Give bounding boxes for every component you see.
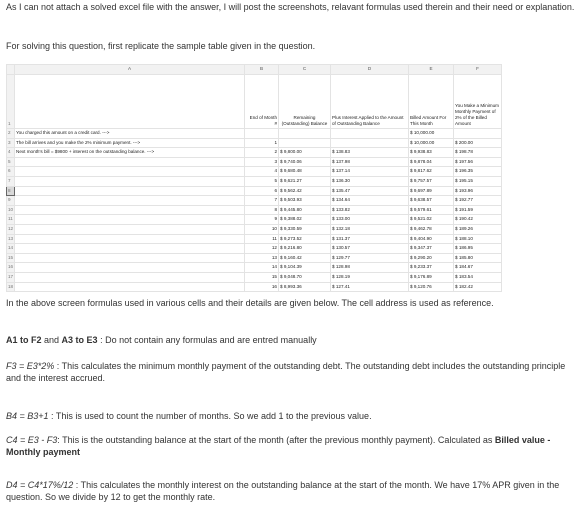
intro-paragraph: As I can not attach a solved excel file with the answer, I will post the screenshots, relavant formulas used therein and their need or explanation. [6, 2, 575, 12]
explanation-intro: In the above screen formulas used in various cells and their details are given below. The cell address is used as reference. [6, 298, 494, 308]
table-row [7, 205, 502, 215]
cell-month[interactable]: 10 [245, 224, 279, 234]
table-body [7, 129, 502, 292]
row-number[interactable]: 5 [7, 157, 15, 167]
cell-interest[interactable]: $ 133.82 [331, 205, 409, 215]
cell-billed[interactable]: $ 9,878.04 [409, 157, 454, 167]
cell-balance[interactable] [279, 138, 331, 148]
cell-billed[interactable]: $ 9,521.02 [409, 215, 454, 225]
table-row [7, 157, 502, 167]
cell-month[interactable]: 14 [245, 263, 279, 273]
cell-a[interactable] [15, 157, 245, 167]
header-end-of-month: End of Month # [245, 75, 279, 129]
cell-interest[interactable]: $ 133.00 [331, 215, 409, 225]
cell-month[interactable] [245, 129, 279, 139]
cell-billed[interactable]: $ 9,290.20 [409, 253, 454, 263]
cell-interest[interactable]: $ 129.77 [331, 253, 409, 263]
manual-cells-text: : Do not contain any formulas and are entred manually [97, 335, 317, 345]
cell-payment[interactable]: $ 200.00 [454, 138, 502, 148]
cell-balance[interactable]: $ 9,330.59 [279, 224, 331, 234]
cell-a[interactable]: The bill arrives and you make the 2% minimum payment. ---> [15, 138, 245, 148]
column-header-f: F [454, 65, 502, 75]
cell-balance[interactable]: $ 9,445.80 [279, 205, 331, 215]
cell-month[interactable]: 12 [245, 244, 279, 254]
cell-a[interactable] [15, 282, 245, 292]
cell-range-a3-e3: A3 to E3 [61, 335, 98, 345]
cell-payment[interactable]: $ 183.54 [454, 272, 502, 282]
column-header-b: B [245, 65, 279, 75]
cell-balance[interactable]: $ 9,621.27 [279, 176, 331, 186]
cell-interest[interactable]: $ 136.30 [331, 176, 409, 186]
explanation-manual-cells [6, 334, 582, 346]
cell-payment[interactable]: $ 195.15 [454, 176, 502, 186]
cell-billed[interactable]: $ 9,757.57 [409, 176, 454, 186]
cell-payment[interactable]: $ 185.80 [454, 253, 502, 263]
cell-billed[interactable]: $ 9,697.89 [409, 186, 454, 196]
cell-month[interactable]: 15 [245, 272, 279, 282]
cell-interest[interactable]: $ 131.37 [331, 234, 409, 244]
row-number[interactable]: 16 [7, 263, 15, 273]
cell-payment[interactable] [454, 129, 502, 139]
table-row [7, 186, 502, 196]
row-number[interactable]: 4 [7, 148, 15, 158]
row-number[interactable]: 18 [7, 282, 15, 292]
table-row [7, 196, 502, 206]
intro-instruction: For solving this question, first replicate the sample table given in the question. [6, 41, 316, 51]
cell-payment[interactable]: $ 193.96 [454, 186, 502, 196]
formula-b4: B4 = B3+1 [6, 411, 49, 421]
spreadsheet-grid [6, 64, 502, 292]
table-row [7, 272, 502, 282]
cell-interest[interactable]: $ 130.57 [331, 244, 409, 254]
cell-month[interactable]: 2 [245, 148, 279, 158]
cell-payment[interactable]: $ 184.67 [454, 263, 502, 273]
table-row [7, 215, 502, 225]
cell-interest[interactable] [331, 138, 409, 148]
cell-balance[interactable]: $ 9,160.42 [279, 253, 331, 263]
d4-text: : This calculates the monthly interest on the outstanding balance at the start of the month. We have 17% APR given in the question. So we divide by 12 to get the monthly rate. [6, 480, 560, 502]
cell-month[interactable]: 7 [245, 196, 279, 206]
cell-billed[interactable]: $ 9,347.37 [409, 244, 454, 254]
cell-payment[interactable]: $ 188.10 [454, 234, 502, 244]
header-interest: Plus Interest Applied to the Amount of Outstanding Balance [331, 75, 409, 129]
cell-a[interactable] [15, 215, 245, 225]
b4-text: : This is used to count the number of months. So we add 1 to the previous value. [48, 411, 372, 421]
column-header-e: E [409, 65, 454, 75]
column-header-c: C [279, 65, 331, 75]
cell-interest[interactable]: $ 135.47 [331, 186, 409, 196]
cell-payment[interactable]: $ 189.26 [454, 224, 502, 234]
column-header-d: D [331, 65, 409, 75]
row-number[interactable]: 10 [7, 205, 15, 215]
explanation-c4 [6, 434, 582, 458]
cell-billed[interactable]: $ 10,000.00 [409, 138, 454, 148]
cell-payment[interactable]: $ 197.56 [454, 157, 502, 167]
cell-balance[interactable]: $ 9,740.06 [279, 157, 331, 167]
c4-bold-text: Billed value - Monthly payment [6, 435, 551, 457]
header-remaining-balance: Remaining (Outstanding) Balance [279, 75, 331, 129]
cell-month[interactable]: 8 [245, 205, 279, 215]
header-minimum-payment: You Make a Minimum Monthly Payment of 2% of the Billed Amount [454, 75, 502, 129]
row-number[interactable]: 14 [7, 244, 15, 254]
cell-payment[interactable]: $ 196.35 [454, 167, 502, 177]
cell-billed[interactable]: $ 9,817.62 [409, 167, 454, 177]
cell-balance[interactable]: $ 9,680.48 [279, 167, 331, 177]
cell-month[interactable]: 9 [245, 215, 279, 225]
cell-month[interactable]: 1 [245, 138, 279, 148]
cell-a[interactable] [15, 224, 245, 234]
cell-a[interactable]: You charged this amount on a credit card. ---> [15, 129, 245, 139]
formula-c4: C4 = E3 - F3 [6, 435, 58, 445]
table-row [7, 176, 502, 186]
cell-billed[interactable]: $ 9,233.37 [409, 263, 454, 273]
column-header-row [7, 65, 502, 75]
cell-a[interactable] [15, 196, 245, 206]
cell-billed[interactable]: $ 9,579.61 [409, 205, 454, 215]
table-row [7, 148, 502, 158]
cell-interest[interactable]: $ 132.18 [331, 224, 409, 234]
cell-billed[interactable]: $ 10,000.00 [409, 129, 454, 139]
row-number[interactable]: 7 [7, 176, 15, 186]
cell-billed[interactable]: $ 9,938.83 [409, 148, 454, 158]
column-header-a: A [15, 65, 245, 75]
cell-interest[interactable]: $ 134.64 [331, 196, 409, 206]
cell-payment[interactable]: $ 198.78 [454, 148, 502, 158]
cell-billed[interactable]: $ 9,120.76 [409, 282, 454, 292]
cell-interest[interactable] [331, 129, 409, 139]
and-text: and [41, 335, 62, 345]
cell-interest[interactable]: $ 128.98 [331, 263, 409, 273]
row-number[interactable]: 12 [7, 224, 15, 234]
spreadsheet-screenshot [6, 64, 501, 289]
cell-billed[interactable]: $ 9,404.90 [409, 234, 454, 244]
cell-interest[interactable]: $ 138.83 [331, 148, 409, 158]
row-number[interactable]: 11 [7, 215, 15, 225]
cell-payment[interactable]: $ 190.42 [454, 215, 502, 225]
row-number[interactable]: 15 [7, 253, 15, 263]
row-number[interactable]: 17 [7, 272, 15, 282]
cell-balance[interactable]: $ 9,503.93 [279, 196, 331, 206]
cell-a[interactable] [15, 263, 245, 273]
cell-month[interactable]: 6 [245, 186, 279, 196]
cell-payment[interactable]: $ 186.95 [454, 244, 502, 254]
cell-month[interactable]: 3 [245, 157, 279, 167]
cell-range-a1-f2: A1 to F2 [6, 335, 42, 345]
cell-balance[interactable]: $ 9,104.39 [279, 263, 331, 273]
cell-a[interactable] [15, 244, 245, 254]
cell-interest[interactable]: $ 127.41 [331, 282, 409, 292]
header-a [15, 75, 245, 129]
cell-month[interactable]: 5 [245, 176, 279, 186]
cell-a[interactable] [15, 176, 245, 186]
row-number[interactable]: 3 [7, 138, 15, 148]
cell-balance[interactable]: $ 9,388.02 [279, 215, 331, 225]
explanation-f3 [6, 360, 582, 384]
f3-text: : This calculates the minimum monthly payment of the outstanding debt. The outstanding debt includes the outstanding principle and the interest accrued. [6, 361, 566, 383]
table-row [7, 167, 502, 177]
cell-payment[interactable]: $ 191.59 [454, 205, 502, 215]
cell-month[interactable]: 16 [245, 282, 279, 292]
table-row [7, 263, 502, 273]
formula-d4: D4 = C4*17%/12 [6, 480, 74, 490]
cell-a[interactable] [15, 234, 245, 244]
formula-f3: F3 = E3*2% [6, 361, 55, 371]
cell-a[interactable] [15, 272, 245, 282]
table-row [7, 253, 502, 263]
cell-a[interactable]: Next month's bill = $9800 + interest on the outstanding balance. ---> [15, 148, 245, 158]
table-row [7, 234, 502, 244]
explanation-b4 [6, 410, 582, 422]
cell-balance[interactable]: $ 8,993.36 [279, 282, 331, 292]
cell-balance[interactable]: $ 9,800.00 [279, 148, 331, 158]
cell-interest[interactable]: $ 128.19 [331, 272, 409, 282]
c4-text: : This is the outstanding balance at the start of the month (after the previous monthly payment). Calculated as [57, 435, 495, 445]
table-row [7, 138, 502, 148]
table-row [7, 282, 502, 292]
cell-balance[interactable]: $ 9,273.52 [279, 234, 331, 244]
cell-a[interactable] [15, 167, 245, 177]
row-number[interactable]: 2 [7, 129, 15, 139]
cell-balance[interactable]: $ 9,048.70 [279, 272, 331, 282]
cell-balance[interactable] [279, 129, 331, 139]
row-number: 1 [7, 75, 15, 129]
row-number[interactable]: 13 [7, 234, 15, 244]
cell-a[interactable] [15, 186, 245, 196]
table-row [7, 244, 502, 254]
cell-payment[interactable]: $ 182.42 [454, 282, 502, 292]
cell-interest[interactable]: $ 137.14 [331, 167, 409, 177]
cell-billed[interactable]: $ 9,462.78 [409, 224, 454, 234]
corner-cell [7, 65, 15, 75]
cell-billed[interactable]: $ 9,638.57 [409, 196, 454, 206]
row-number[interactable]: 9 [7, 196, 15, 206]
cell-payment[interactable]: $ 192.77 [454, 196, 502, 206]
explanation-d4 [6, 479, 582, 503]
table-row [7, 224, 502, 234]
cell-billed[interactable]: $ 9,176.89 [409, 272, 454, 282]
cell-balance[interactable]: $ 9,216.80 [279, 244, 331, 254]
table-row [7, 129, 502, 139]
table-header-row [7, 75, 502, 129]
row-number[interactable]: 6 [7, 167, 15, 177]
cell-a[interactable] [15, 205, 245, 215]
cell-month[interactable]: 11 [245, 234, 279, 244]
cell-interest[interactable]: $ 137.98 [331, 157, 409, 167]
header-billed-amount: Billed Amount For This Month [409, 75, 454, 129]
cell-balance[interactable]: $ 9,562.42 [279, 186, 331, 196]
cell-a[interactable] [15, 253, 245, 263]
cell-month[interactable]: 4 [245, 167, 279, 177]
row-number[interactable]: 8 [7, 186, 15, 196]
cell-month[interactable]: 13 [245, 253, 279, 263]
